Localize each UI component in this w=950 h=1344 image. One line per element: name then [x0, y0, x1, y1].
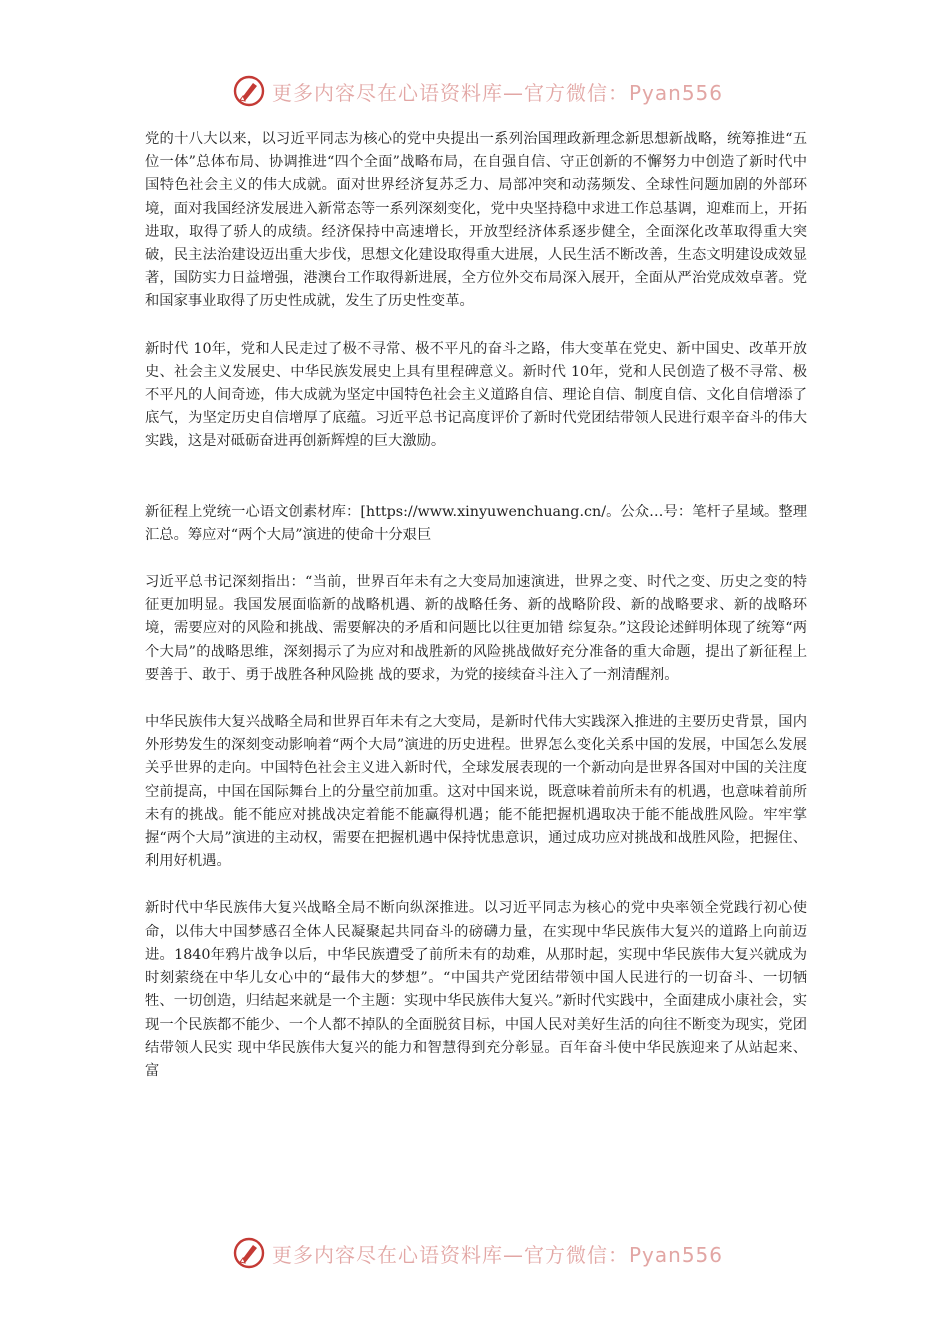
section-heading-paragraph: 新征程上党统一心语文创素材库：[https://www.xinyuwenchuang.cn/。公众…号：笔杆子星域。整理汇总。筹应对“两个大局”演进的使命十分艰巨: [145, 503, 807, 543]
paragraph-4: 中华民族伟大复兴战略全局和世界百年未有之大变局，是新时代伟大实践深入推进的主要历史背景，国内外形势发生的深刻变动影响着“两个大局”演进的历史进程。世界怎么变化关系中国的发展，中国怎么发展关乎世界的走向。中国特色社会主义进入新时代，全球发展表现的一个新动向是世界各国对中国的关注度空前提高，中国在国际舞台上的分量空前加重。这对中国来说，既意味着前所未有的机遇，也意味着前所未有的挑战。能不能应对挑战决定着能不能赢得机遇；能不能把握机遇取决于能不能战胜风险。牢牢掌握“两个大局”演进的主动权，需要在把握机遇中保持忧患意识，通过成功应对挑战和战胜风险，把握住、利用好机遇。: [145, 714, 807, 870]
footer-banner: [232, 1236, 732, 1270]
document-body: [145, 128, 807, 1107]
paragraph-1: 党的十八大以来，以习近平同志为核心的党中央提出一系列治国理政新理念新思想新战略，统筹推进“五位一体”总体布局、协调推进“四个全面”战略布局，在自强自信、守正创新的不懈努力中创造了新时代中国特色社会主义的伟大成就。面对世界经济复苏乏力、局部冲突和动荡频发、全球性问题加剧的外部环境，面对我国经济发展进入新常态等一系列深刻变化，党中央坚持稳中求进工作总基调，迎难而上，开拓进取，取得了骄人的成绩。经济保持中高速增长，开放型经济体系逐步健全，全面深化改革取得重大突破，民主法治建设迈出重大步伐，思想文化建设取得重大进展，人民生活不断改善，生态文明建设成效显著，国防实力日益增强，港澳台工作取得新进展，全方位外交布局深入展开，全面从严治党成效卓著。党和国家事业取得了历史性成就，发生了历史性变革。: [145, 131, 807, 310]
paragraph-2: 新时代 10年，党和人民走过了极不寻常、极不平凡的奋斗之路，伟大变革在党史、新中国史、改革开放史、社会主义发展史、中华民族发展史上具有里程碑意义。新时代 10年，党和人民创造了极不寻常、极不平凡的人间奇迹，伟大成就为坚定中国特色社会主义道路自信、理论自信、制度自信、文化自信增添了底气，为坚定历史自信增厚了底蕴。习近平总书记高度评价了新时代党团结带领人民进行艰辛奋斗的伟大实践，这是对砥砺奋进再创新辉煌的巨大激励。: [145, 340, 807, 450]
paragraph-5: 新时代中华民族伟大复兴战略全局不断向纵深推进。以习近平同志为核心的党中央率领全党践行初心使命，以伟大中国梦感召全体人民凝聚起共同奋斗的磅礴力量，在实现中华民族伟大复兴的道路上向前迈进。1840年鸦片战争以后，中华民族遭受了前所未有的劫难，从那时起，实现中华民族伟大复兴就成为时刻萦绕在中华儿女心中的“最伟大的梦想”。“中国共产党团结带领中国人民进行的一切奋斗、一切牺牲、一切创造，归结起来就是一个主题：实现中华民族伟大复兴。”新时代实践中，全面建成小康社会，实现一个民族都不能少、一个人都不掉队的全面脱贫目标，中国人民对美好生活的向往不断变为现实，党团结带领人民实 现中华民族伟大复兴的能力和智慧得到充分彰显。百年奋斗使中华民族迎来了从站起来、富: [145, 900, 807, 1079]
pen-nib-logo-icon: [232, 1236, 266, 1270]
pen-nib-logo-icon: [232, 74, 266, 108]
header-banner: [232, 74, 732, 108]
header-banner-text: 更多内容尽在心语资料库—官方微信：Pyan556: [272, 80, 724, 105]
paragraph-3: 习近平总书记深刻指出：“当前，世界百年未有之大变局加速演进，世界之变、时代之变、历史之变的特征更加明显。我国发展面临新的战略机遇、新的战略任务、新的战略阶段、新的战略要求、新的战略环境，需要应对的风险和挑战、需要解决的矛盾和问题比以往更加错 综复杂。”这段论述鲜明体现了统筹“两个大局”的战略思维，深刻揭示了为应对和战胜新的风险挑战做好充分准备的重大命题，提出了新征程上要善于、敢于、勇于战胜各种风险挑 战的要求，为党的接续奋斗注入了一剂清醒剂。: [145, 574, 807, 683]
footer-banner-text: 更多内容尽在心语资料库—官方微信：Pyan556: [272, 1242, 724, 1267]
